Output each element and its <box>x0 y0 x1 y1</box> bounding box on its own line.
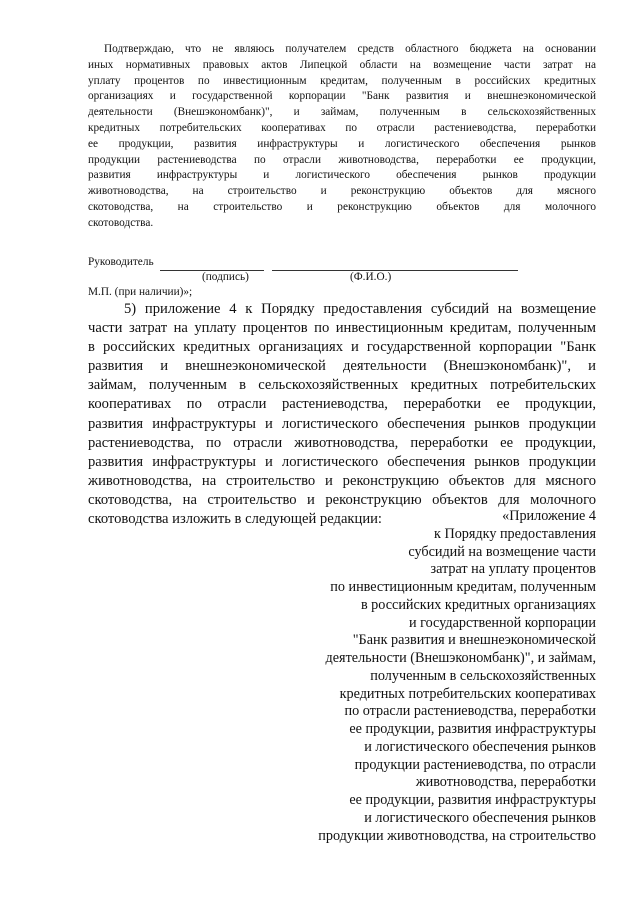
appendix-line: субсидий на возмещение части <box>408 543 596 560</box>
appendix-line: затрат на уплату процентов <box>430 561 596 578</box>
amendment-line: растениеводства, по отрасли животноводства, переработки ее продукции, <box>88 434 596 451</box>
appendix-line: по инвестиционным кредитам, полученным <box>330 579 596 595</box>
amendment-line: животноводства, на строительство и реконструкцию объектов для мясного <box>88 472 596 489</box>
appendix-line: "Банк развития и внешнеэкономической <box>352 632 596 649</box>
appendix-line: кредитных потребительских кооперативах <box>339 685 596 702</box>
name-caption: (Ф.И.О.) <box>350 271 392 283</box>
amendment-paragraph <box>88 300 596 529</box>
confirmation-line: скотоводства, на строительство и реконструкцию объектов для молочного <box>88 200 596 213</box>
appendix-header <box>318 508 596 845</box>
amendment-line: 5) приложение 4 к Порядку предоставления субсидий на возмещение <box>124 301 596 317</box>
appendix-line: в российских кредитных организациях <box>360 596 596 613</box>
appendix-line: по отрасли растениеводства, переработки <box>344 703 596 720</box>
amendment-line: части затрат на уплату процентов по инвестиционным кредитам, полученным <box>88 320 596 337</box>
confirmation-paragraph <box>88 42 596 232</box>
stamp-text: М.П. (при наличии)»; <box>88 286 193 298</box>
amendment-line: развития инфраструктуры и логистического обеспечения рынков продукции <box>88 415 596 432</box>
confirmation-line: животноводства, на строительство и реконструкцию объектов для мясного <box>88 185 596 198</box>
appendix-line: и государственной корпорации <box>408 614 596 631</box>
amendment-line: кооперативах по отрасли растениеводства, переработки ее продукции, <box>88 396 596 413</box>
amendment-line: развития инфраструктуры и логистического обеспечения рынков продукции <box>88 453 596 470</box>
appendix-line: деятельности (Внешэкономбанк)", и займам, <box>325 650 596 666</box>
amendment-line: скотоводства, на строительство и реконструкцию объектов для молочного <box>88 491 596 508</box>
signature-caption: (подпись) <box>202 271 249 283</box>
amendment-line: скотоводства изложить в следующей редакции: <box>88 511 382 528</box>
appendix-line: к Порядку предоставления <box>434 525 596 542</box>
confirmation-line: развития инфраструктуры и логистического обеспечения рынков продукции <box>88 169 596 182</box>
confirmation-line: кредитных потребительских кооперативах по отрасли растениеводства, переработки <box>88 121 596 134</box>
confirmation-line: иных нормативных правовых актов Липецкой области на возмещение части затрат на <box>88 58 596 71</box>
name-line <box>272 270 518 271</box>
confirmation-line: деятельности (Внешэкономбанк)", и займам, полученным в сельскохозяйственных <box>88 106 596 119</box>
appendix-line: ее продукции, развития инфраструктуры <box>349 721 596 737</box>
confirmation-line: уплату процентов по инвестиционным кредитам, полученным в российских кредитных <box>88 74 596 87</box>
appendix-line: продукции растениеводства, по отрасли <box>354 756 596 773</box>
head-label: Руководитель <box>88 256 154 268</box>
appendix-line: полученным в сельскохозяйственных <box>370 667 596 684</box>
appendix-line: животноводства, переработки <box>415 774 596 791</box>
amendment-line: займам, полученным в сельскохозяйственных кредитных потребительских <box>88 377 596 394</box>
amendment-line: в российских кредитных организациях и государственной корпорации "Банк <box>88 339 596 356</box>
confirmation-line: ее продукции, развития инфраструктуры и логистического обеспечения рынков <box>88 137 596 150</box>
confirmation-line: продукции растениеводства по отрасли животноводства, переработки ее продукции, <box>88 153 596 166</box>
amendment-line: развития и внешнеэкономической деятельности (Внешэкономбанк)", и <box>88 358 596 375</box>
confirmation-line: Подтверждаю, что не являюсь получателем средств областного бюджета на основании <box>104 43 596 55</box>
confirmation-line: организациях и государственной корпорации "Банк развития и внешнеэкономической <box>88 90 596 103</box>
confirmation-line: скотоводства. <box>88 216 154 229</box>
appendix-line: ее продукции, развития инфраструктуры <box>349 792 596 808</box>
appendix-line: и логистического обеспечения рынков <box>364 809 596 826</box>
appendix-line: продукции животноводства, на строительство <box>318 827 596 844</box>
appendix-line: и логистического обеспечения рынков <box>364 738 596 755</box>
appendix-line: «Приложение 4 <box>502 508 596 524</box>
